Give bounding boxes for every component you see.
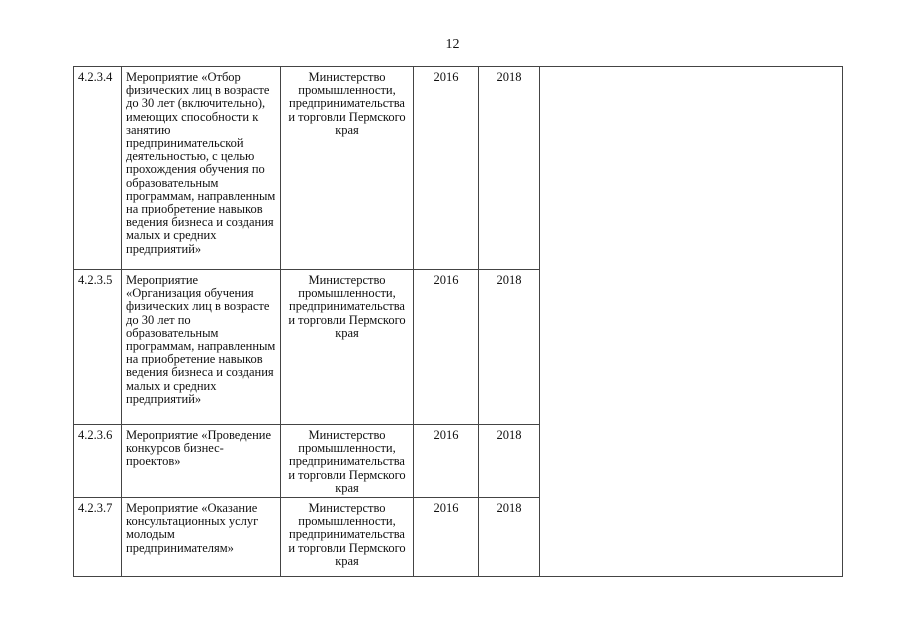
measure-number: 4.2.3.5: [74, 270, 122, 425]
empty-column: [540, 67, 843, 577]
measure-number: 4.2.3.6: [74, 425, 122, 498]
measure-year-start: 2016: [414, 498, 479, 577]
measure-year-end: 2018: [479, 498, 540, 577]
program-measures-table: [73, 66, 843, 577]
measure-executor: Министерство промышленности, предпринимательства и торговли Пермского края: [281, 270, 414, 425]
measure-number: 4.2.3.4: [74, 67, 122, 270]
measure-executor: Министерство промышленности, предпринимательства и торговли Пермского края: [281, 67, 414, 270]
measure-description: Мероприятие «Проведение конкурсов бизнес-проектов»: [122, 425, 281, 498]
measure-description: Мероприятие «Оказание консультационных услуг молодым предпринимателям»: [122, 498, 281, 577]
table-row: [74, 67, 843, 270]
measure-executor: Министерство промышленности, предпринимательства и торговли Пермского края: [281, 498, 414, 577]
measure-year-start: 2016: [414, 425, 479, 498]
measure-description: Мероприятие «Организация обучения физических лиц в возрасте до 30 лет по образовательным программам, направленным на приобретение навыков ведения бизнеса и создания малых и средних предприятий»: [122, 270, 281, 425]
page-number: 12: [445, 37, 460, 52]
measure-year-end: 2018: [479, 67, 540, 270]
measure-number: 4.2.3.7: [74, 498, 122, 577]
measure-executor: Министерство промышленности, предпринимательства и торговли Пермского края: [281, 425, 414, 498]
measure-description: Мероприятие «Отбор физических лиц в возрасте до 30 лет (включительно), имеющих способности к занятию предпринимательской деятельностью, с целью прохождения обучения по образовательным программам, направленным на приобретение навыков ведения бизнеса и создания малых и средних предприятий»: [122, 67, 281, 270]
measure-year-start: 2016: [414, 67, 479, 270]
measure-year-start: 2016: [414, 270, 479, 425]
measure-year-end: 2018: [479, 425, 540, 498]
measure-year-end: 2018: [479, 270, 540, 425]
